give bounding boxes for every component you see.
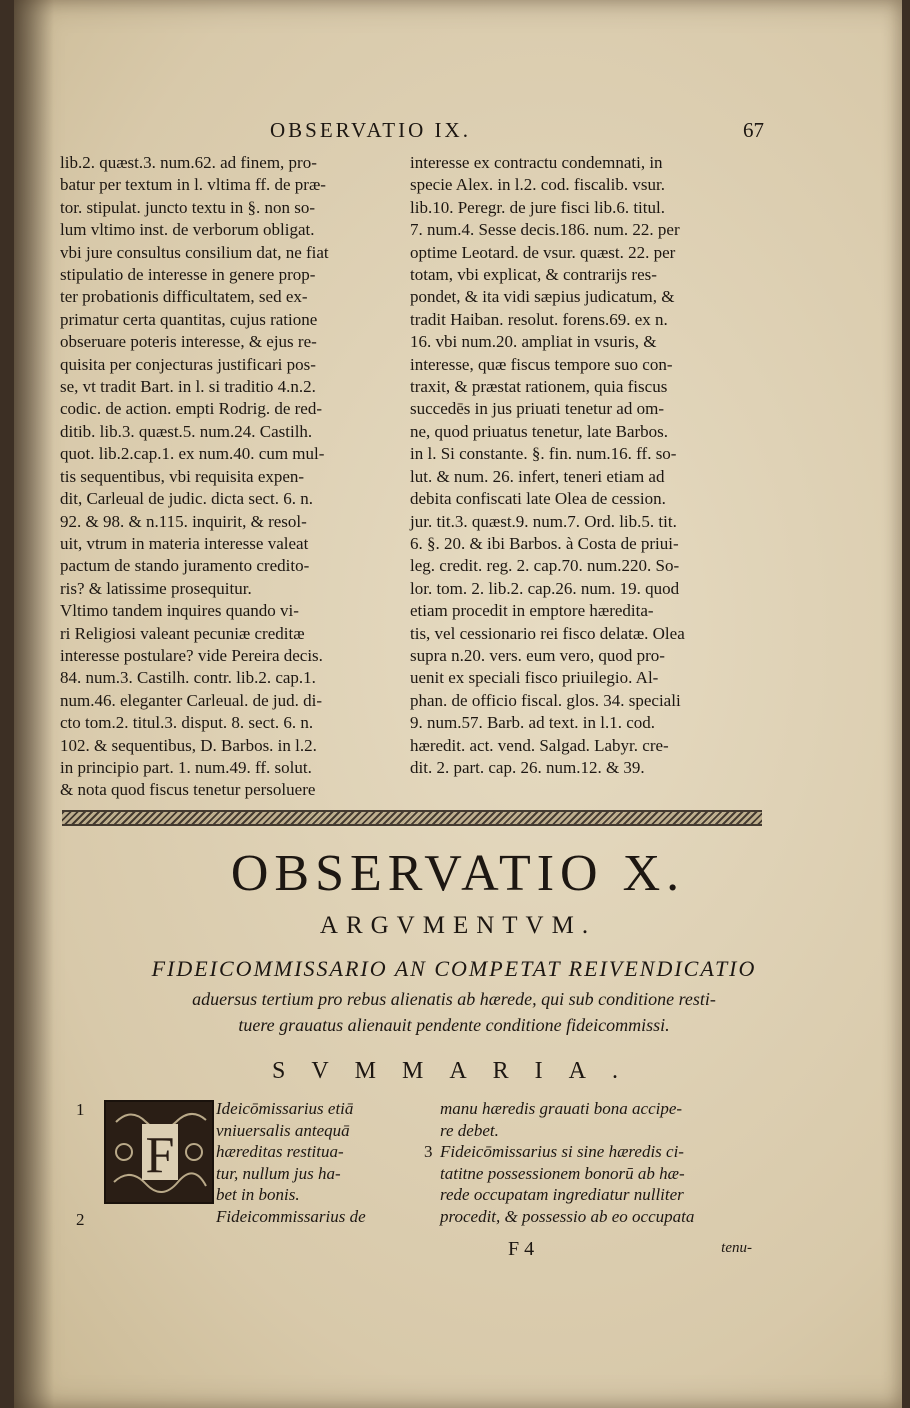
argumentum-heading: ARGVMENTVM. (319, 912, 597, 939)
subheading-line: aduersus tertium pro rebus alienatis ab hærede, qui sub conditione resti- (192, 989, 716, 1009)
text-line: etiam procedit in emptore hæredita- (410, 601, 654, 621)
summaria-heading: SVMMARIA. (271, 1058, 645, 1084)
right-text-column (410, 152, 770, 779)
text-line: lib.2. quæst.3. num.62. ad finem, pro- (60, 153, 317, 172)
text-line: interesse ex contractu condemnati, in (410, 153, 663, 172)
text-line: re debet. (440, 1120, 499, 1140)
text-line: ditib. lib.3. quæst.5. num.24. Castilh. (60, 421, 313, 441)
decorated-initial-ornament (106, 1102, 212, 1202)
text-line: lor. tom. 2. lib.2. cap.26. num. 19. quod (410, 578, 680, 598)
initial-letter: F (145, 1127, 175, 1184)
ornamental-rule (62, 810, 762, 826)
decorated-initial (104, 1100, 214, 1204)
text-line: tis, vel cessionario rei fisco delatæ. Olea (410, 623, 685, 643)
text-line: 84. num.3. Castilh. contr. lib.2. cap.1. (60, 668, 316, 688)
section-title: OBSERVATIO X. (230, 845, 686, 902)
text-line: specie Alex. in l.2. cod. fiscalib. vsur. (410, 175, 665, 195)
running-head (14, 118, 902, 148)
page-footer (14, 1238, 902, 1264)
text-line: tur, nullum jus ha- (216, 1163, 341, 1183)
text-line: ne, quod priuatus tenetur, late Barbos. (410, 421, 669, 441)
text-line: uit, vtrum in materia interesse valeat (60, 533, 309, 553)
text-line: quot. lib.2.cap.1. ex num.40. cum mul- (60, 444, 325, 464)
summary-number: 2 (76, 1210, 85, 1229)
text-line: in l. Si constante. §. fin. num.16. ff. so- (410, 444, 677, 464)
text-line: ri Religiosi valeant pecuniæ creditæ (60, 623, 305, 643)
catchword: tenu- (721, 1240, 752, 1256)
text-line: batur per textum in l. vltima ff. de præ- (60, 175, 326, 195)
text-line: in principio part. 1. num.49. ff. solut. (60, 757, 312, 777)
text-line: 16. vbi num.20. ampliat in vsuris, & (410, 332, 657, 352)
text-line: dit. 2. part. cap. 26. num.12. & 39. (410, 757, 645, 777)
text-line: Vltimo tandem inquires quando vi- (60, 601, 299, 621)
text-line: interesse, quæ fiscus tempore suo con- (410, 354, 673, 374)
text-line: Ideicōmissarius etiā (216, 1099, 354, 1118)
running-title: OBSERVATIO IX. (270, 118, 471, 142)
text-line: ter probationis difficultatem, sed ex- (60, 287, 308, 307)
text-line: traxit, & præstat rationem, quia fiscus (410, 377, 668, 397)
summaria-right-column (440, 1098, 780, 1227)
text-line: 7. num.4. Sesse decis.186. num. 22. per (410, 220, 680, 240)
text-line: lut. & num. 26. infert, teneri etiam ad (410, 466, 665, 486)
text-line: & nota quod fiscus tenetur persoluere (60, 780, 316, 800)
text-line: procedit, & possessio ab eo occupata (440, 1206, 695, 1226)
text-line: 6. §. 20. & ibi Barbos. à Costa de priui- (410, 533, 679, 553)
text-line: ris? & latissime prosequitur. (60, 578, 252, 598)
text-line: 102. & sequentibus, D. Barbos. in l.2. (60, 735, 317, 755)
text-line: dit, Carleual de judic. dicta sect. 6. n. (60, 489, 314, 509)
subheading-line: tuere grauatus alienauit pendente conditione fideicommissi. (238, 1015, 670, 1035)
text-line: tor. stipulat. juncto textu in §. non so- (60, 197, 315, 217)
text-line: codic. de action. empti Rodrig. de red- (60, 399, 322, 419)
left-text-column (60, 152, 410, 802)
text-line: se, vt tradit Bart. in l. si traditio 4.n.2. (60, 377, 316, 397)
text-line: phan. de officio fiscal. glos. 34. speciali (410, 690, 681, 710)
binding-gutter (14, 0, 54, 1408)
text-line: supra n.20. vers. eum vero, quod pro- (410, 645, 665, 665)
text-line: stipulatio de interesse in genere prop- (60, 265, 316, 285)
text-line: pactum de stando juramento credito- (60, 556, 310, 576)
argument-subheading (54, 986, 854, 1038)
text-line: lib.10. Peregr. de jure fisci lib.6. titul. (410, 197, 665, 217)
text-line: totam, vbi explicat, & contrarijs res- (410, 265, 657, 285)
text-line: cto tom.2. titul.3. disput. 8. sect. 6. n. (60, 713, 314, 733)
text-line: vbi jure consultus consilium dat, ne fiat (60, 242, 329, 262)
signature-mark: F 4 (508, 1238, 535, 1260)
page-number: 67 (743, 118, 764, 142)
text-line: jur. tit.3. quæst.9. num.7. Ord. lib.5. tit. (410, 511, 677, 531)
text-line: bet in bonis. (216, 1185, 300, 1204)
text-line: hæredit. act. vend. Salgad. Labyr. cre- (410, 735, 669, 755)
text-line: tatitne possessionem bonorū ab hæ- (440, 1163, 685, 1183)
text-line: primatur certa quantitas, cujus ratione (60, 309, 318, 329)
book-page (14, 0, 902, 1408)
text-line: tis sequentibus, vbi requisita expen- (60, 466, 305, 486)
text-line: pondet, & ita vidi sæpius judicatum, & (410, 287, 675, 307)
text-line: 9. num.57. Barb. ad text. in l.1. cod. (410, 713, 656, 733)
text-line: rede occupatam ingrediatur nulliter (440, 1185, 684, 1204)
text-line: succedēs in jus priuati tenetur ad om- (410, 399, 664, 419)
text-line: hæreditas restitua- (216, 1142, 344, 1161)
summary-number: 1 (76, 1100, 85, 1119)
text-line: uenit ex speciali fisco priuilegio. Al- (410, 668, 659, 688)
text-line: leg. credit. reg. 2. cap.70. num.220. So- (410, 556, 680, 576)
text-line: Fideicōmissarius si sine hæredis ci- (440, 1142, 684, 1161)
summary-number: 3 (424, 1142, 433, 1161)
text-line: Fideicommissarius de (216, 1206, 366, 1226)
summaria-left-column (216, 1098, 416, 1227)
text-line: debita confiscati late Olea de cession. (410, 489, 666, 509)
text-line: lum vltimo inst. de verborum obligat. (60, 220, 315, 240)
text-line: vniuersalis antequā (216, 1120, 350, 1140)
argument-heading: FIDEICOMMISSARIO AN COMPETAT REIVENDICATIO (151, 956, 757, 981)
text-line: optime Leotard. de vsur. quæst. 22. per (410, 242, 676, 262)
text-line: num.46. eleganter Carleual. de jud. di- (60, 690, 322, 710)
text-line: tradit Haiban. resolut. forens.69. ex n. (410, 309, 668, 329)
text-line: 92. & 98. & n.115. inquirit, & resol- (60, 511, 307, 531)
text-line: obseruare poteris interesse, & ejus re- (60, 332, 317, 352)
text-line: interesse postulare? vide Pereira decis. (60, 645, 323, 665)
text-line: manu hæredis grauati bona accipe- (440, 1099, 683, 1118)
text-line: quisita per conjecturas justificari pos- (60, 354, 316, 374)
